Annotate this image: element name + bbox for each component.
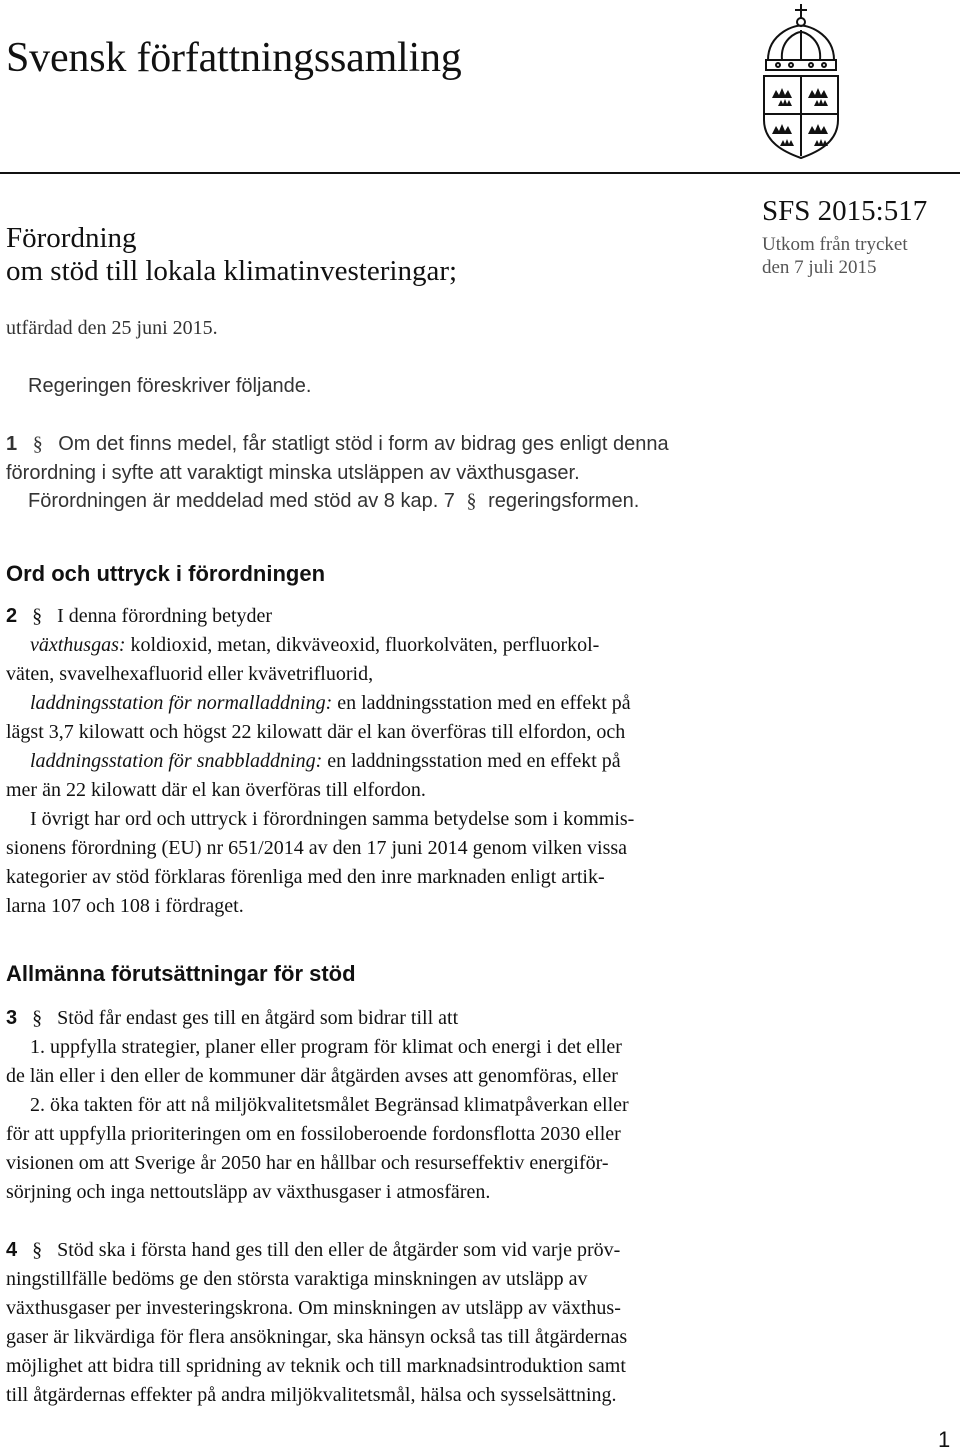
publication-note-2: den 7 juli 2015	[762, 257, 877, 278]
section-number: 1	[6, 433, 18, 455]
preamble: Regeringen föreskriver följande.	[28, 375, 312, 397]
section-symbol: §	[466, 490, 477, 513]
section-symbol: §	[32, 433, 43, 455]
section-3	[6, 1004, 736, 1207]
section-heading: Allmänna förutsättningar för stöd	[6, 961, 356, 986]
paragraph-line: växthusgaser per investeringskrona. Om minskningen av utsläpp av växthus-	[6, 1297, 621, 1319]
section-symbol: §	[32, 605, 43, 627]
section-text: Om det finns medel, får statligt stöd i form av bidrag ges enligt denna	[58, 433, 669, 455]
section-heading: Ord och uttryck i förordningen	[6, 561, 326, 586]
definition: mer än 22 kilowatt där el kan överföras till elfordon.	[6, 779, 426, 801]
section-4	[6, 1236, 736, 1410]
section-1	[6, 430, 736, 516]
paragraph-line: till åtgärdernas effekter på andra miljökvalitetsmål, hälsa och sysselsättning.	[6, 1384, 617, 1406]
paragraph-line: möjlighet att bidra till spridning av teknik och till marknadsintroduktion samt	[6, 1355, 626, 1377]
list-item-line: för att uppfylla prioriteringen om en fossiloberoende fordonsflotta 2030 eller	[6, 1123, 621, 1145]
definition: väten, svavelhexafluorid eller kvävetrifluorid,	[6, 663, 374, 685]
swedish-crest-icon	[758, 2, 844, 160]
definition: en laddningsstation med en effekt på	[337, 692, 631, 714]
issued-date: utfärdad den 25 juni 2015.	[6, 317, 218, 339]
section-text: Stöd får endast ges till en åtgärd som bidrar till att	[57, 1007, 459, 1029]
sfs-number: SFS 2015:517	[762, 195, 928, 227]
ordinance-heading	[6, 222, 457, 288]
list-item-line: 2. öka takten för att nå miljökvalitetsmålet Begränsad klimatpåverkan eller	[30, 1094, 629, 1116]
section-text: regeringsformen.	[488, 490, 640, 513]
section-text: I denna förordning betyder	[57, 605, 273, 627]
publication-note-1: Utkom från trycket	[762, 234, 908, 255]
term: laddningsstation för normalladdning:	[30, 692, 333, 714]
list-item-line: de län eller i den eller de kommuner där åtgärden avses att genomföras, eller	[6, 1065, 618, 1087]
definition: en laddningsstation med en effekt på	[327, 750, 621, 772]
section-text: Förordningen är meddelad med stöd av 8 kap. 7	[28, 490, 455, 513]
definition: koldioxid, metan, dikväveoxid, fluorkolväten, perfluorkol-	[130, 634, 600, 656]
paragraph-line: gaser är likvärdiga för flera ansökningar, ska hänsyn också tas till åtgärdernas	[6, 1326, 628, 1348]
definition: lägst 3,7 kilowatt och högst 22 kilowatt där el kan överföras till elfordon, och	[6, 721, 626, 743]
section-text: förordning i syfte att varaktigt minska utsläppen av växthusgaser.	[6, 461, 580, 484]
section-text: Stöd ska i första hand ges till den eller de åtgärder som vid varje pröv-	[57, 1239, 621, 1261]
list-item-line: sörjning och inga nettoutsläpp av växthusgaser i atmosfären.	[6, 1181, 491, 1203]
paragraph-line: kategorier av stöd förklaras förenliga med den inre marknaden enligt artik-	[6, 866, 605, 888]
paragraph-line: ningstillfälle bedöms ge den största varaktiga minskningen av utsläpp av	[6, 1268, 588, 1290]
section-symbol: §	[32, 1239, 43, 1261]
publication-title: Svensk författningssamling	[6, 35, 462, 81]
section-number: 2	[6, 605, 18, 627]
page-number: 1	[938, 1427, 951, 1452]
list-item-line: 1. uppfylla strategier, planer eller program för klimat och energi i det eller	[30, 1036, 622, 1058]
ordinance-title: om stöd till lokala klimatinvesteringar;	[6, 255, 458, 287]
section-number: 3	[6, 1007, 18, 1029]
paragraph-line: I övrigt har ord och uttryck i förordningen samma betydelse som i kommis-	[30, 808, 635, 830]
term: laddningsstation för snabbladdning:	[30, 750, 323, 772]
section-2	[6, 602, 736, 921]
header-rule	[0, 172, 960, 174]
paragraph-line: larna 107 och 108 i fördraget.	[6, 895, 244, 917]
term: växthusgas:	[30, 634, 126, 656]
paragraph-line: sionens förordning (EU) nr 651/2014 av den 17 juni 2014 genom vilken vissa	[6, 837, 628, 859]
list-item-line: visionen om att Sverige år 2050 har en hållbar och resurseffektiv energiför-	[6, 1152, 609, 1174]
ordinance-type: Förordning	[6, 222, 137, 254]
sfs-block	[762, 193, 927, 279]
section-symbol: §	[32, 1007, 43, 1029]
section-number: 4	[6, 1239, 18, 1261]
